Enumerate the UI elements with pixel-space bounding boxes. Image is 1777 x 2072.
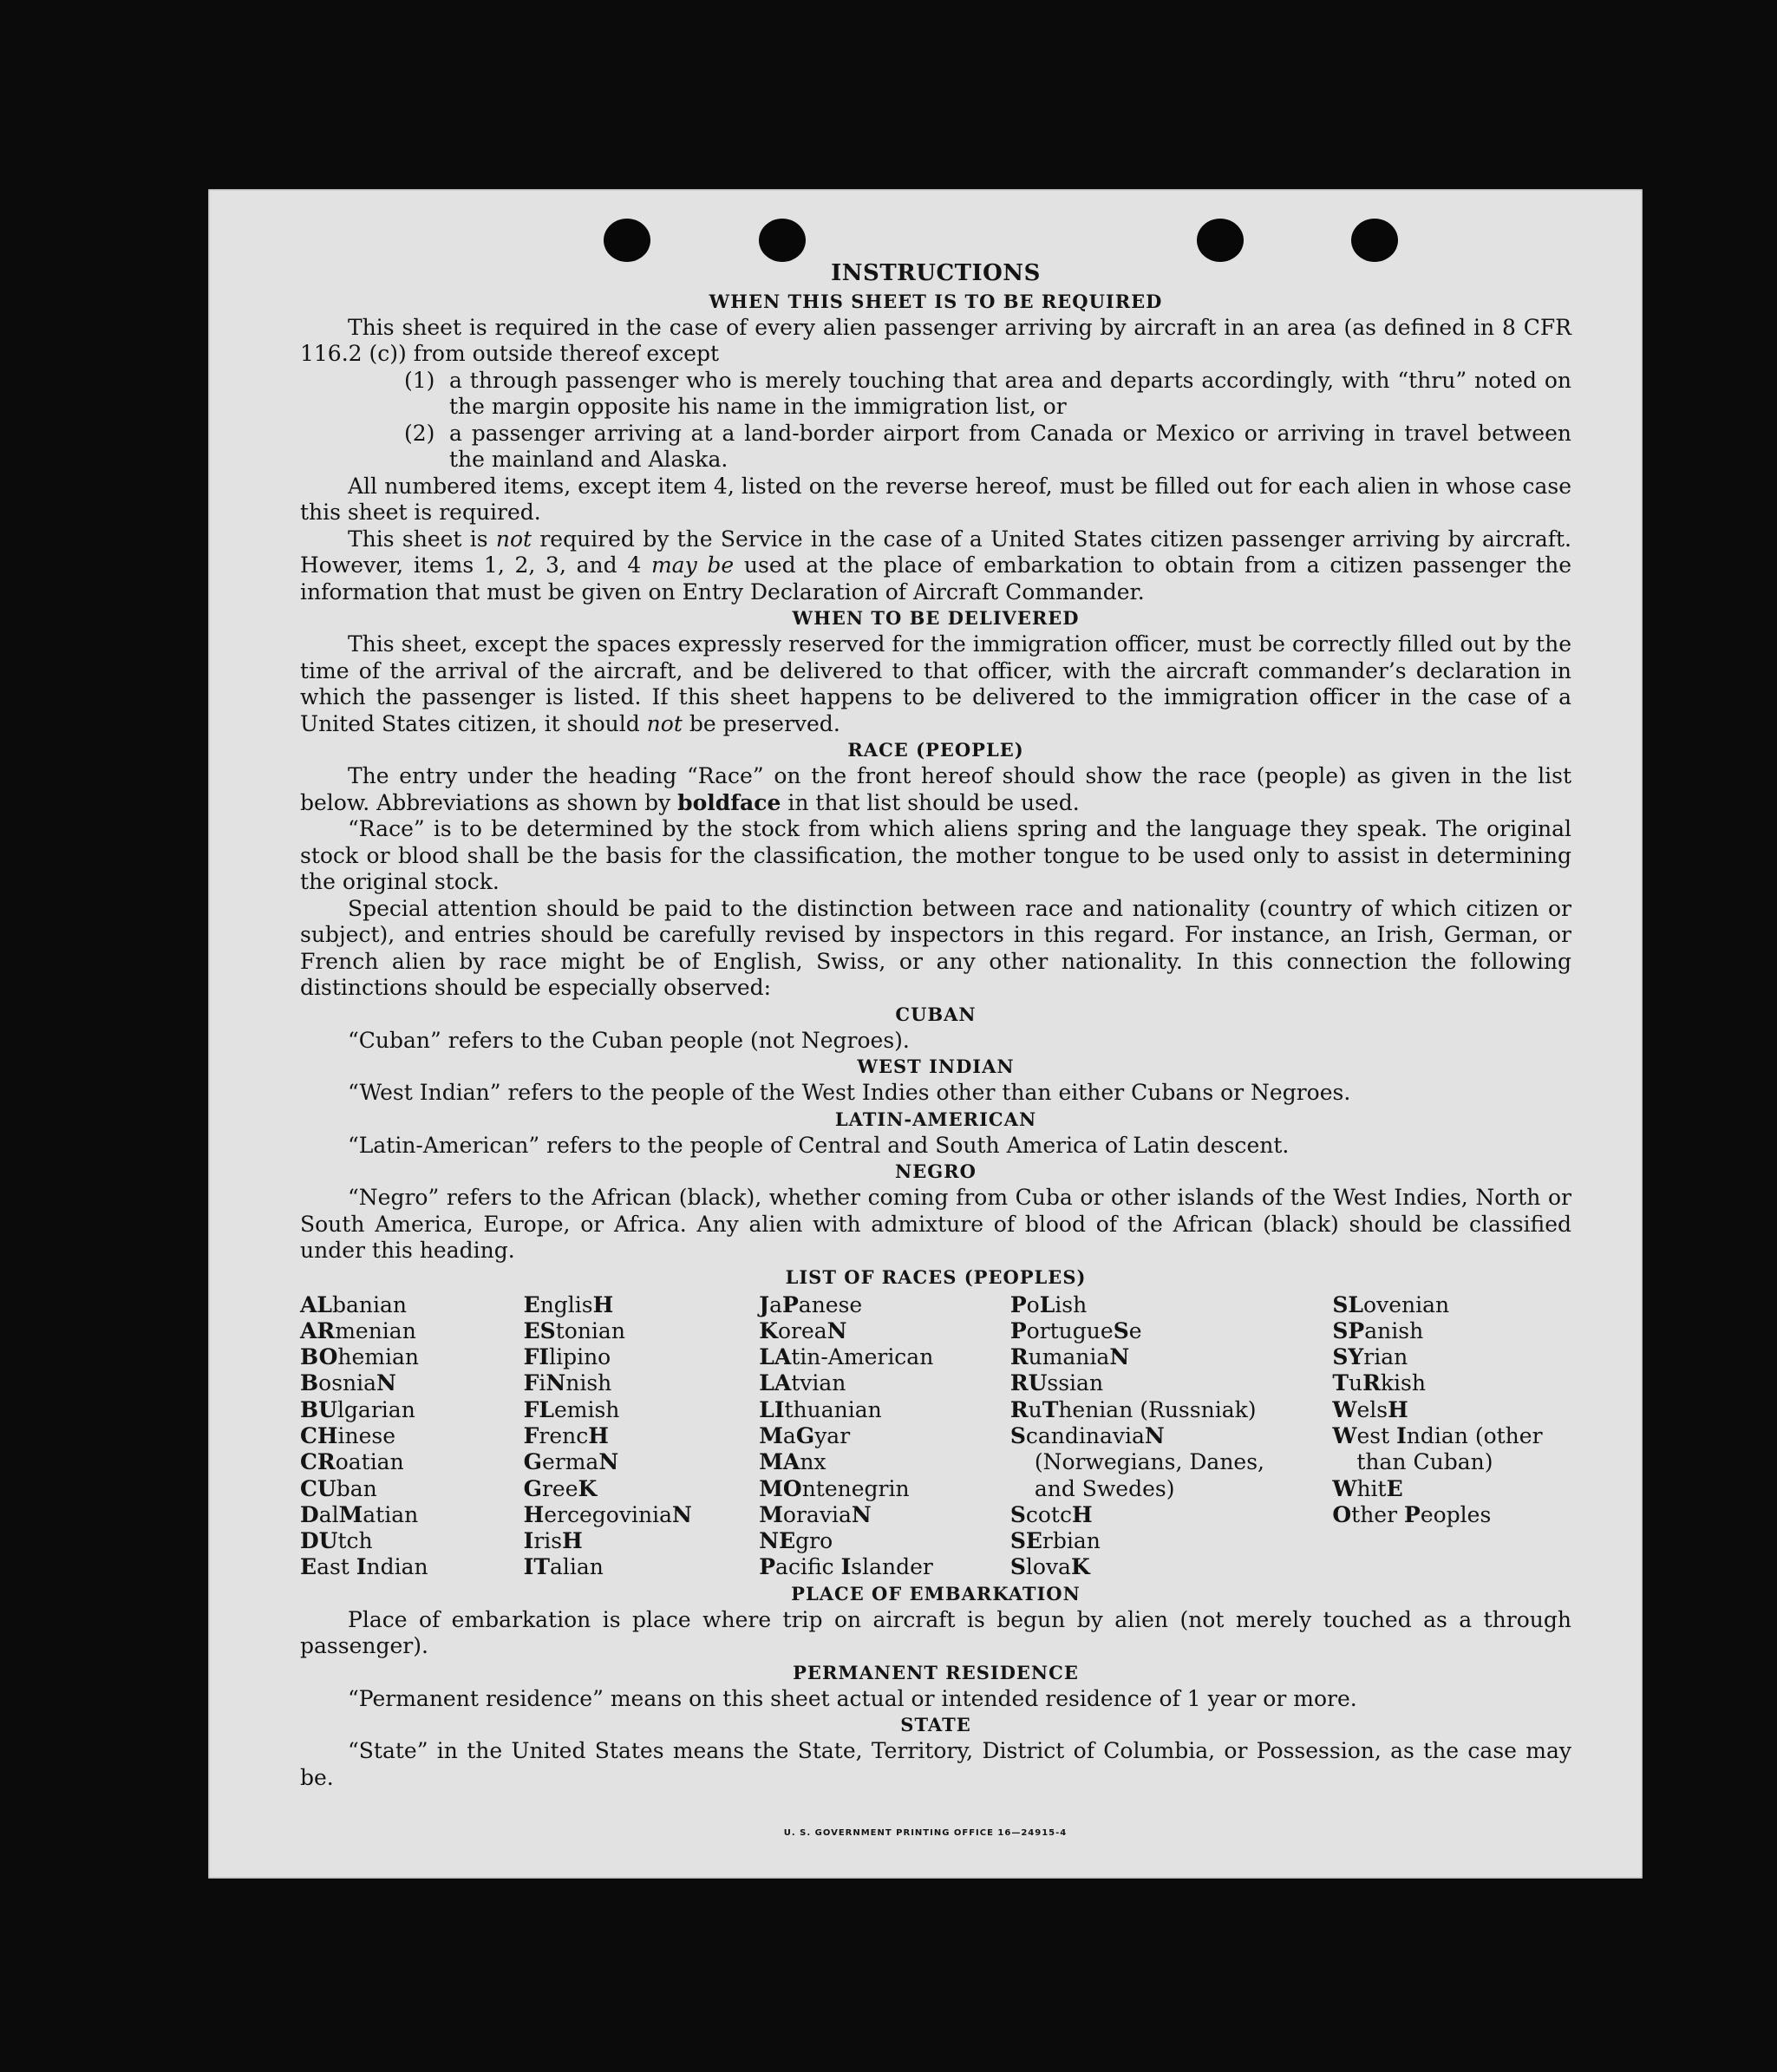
paragraph: “Latin-American” refers to the people of Central and South America of Latin descent. xyxy=(348,1132,1290,1158)
race-abbrev: BO xyxy=(300,1344,338,1370)
race-text: lipino xyxy=(549,1344,611,1370)
race-text: eoples xyxy=(1420,1501,1492,1527)
paragraph: “Cuban” refers to the Cuban people (not Negroes). xyxy=(348,1027,910,1053)
race-abbrev: K xyxy=(759,1317,778,1343)
race-abbrev: P xyxy=(1404,1501,1421,1527)
race-entry xyxy=(759,1397,1010,1423)
race-text: candinavia xyxy=(1025,1422,1145,1448)
race-entry xyxy=(524,1292,760,1318)
race-text: o xyxy=(1026,1291,1040,1317)
race-entry xyxy=(1332,1397,1571,1423)
paragraph: Special attention should be paid to the distinction between race and nationality (country of which citizen or subject), and entries should be carefully revised by inspectors in this regard. For instance, an Irish, German, or French alien by race might be of English, Swiss, or any other nationality. In this connection the following distinctions should be especially observed: xyxy=(300,895,1571,1000)
race-entry xyxy=(1010,1370,1272,1396)
section-heading: PERMANENT RESIDENCE xyxy=(793,1661,1079,1683)
paragraph: This sheet is required in the case of every alien passenger arriving by aircraft in an area (as defined in 8 CFR 116.2 (c)) from outside thereof except xyxy=(300,314,1571,366)
race-text: e xyxy=(1128,1317,1142,1343)
race-abbrev: MO xyxy=(759,1475,802,1501)
race-text: hemian xyxy=(337,1344,419,1370)
race-entry xyxy=(300,1449,524,1475)
race-abbrev: G xyxy=(523,1475,542,1501)
race-abbrev: N xyxy=(598,1449,619,1475)
bold-run: boldface xyxy=(677,789,781,815)
race-text: menian xyxy=(335,1317,416,1343)
race-entry xyxy=(524,1449,760,1475)
race-entry xyxy=(1010,1344,1272,1370)
race-text: a xyxy=(769,1291,782,1317)
race-text: u xyxy=(1028,1396,1042,1422)
race-abbrev: G xyxy=(523,1449,542,1475)
race-abbrev: O xyxy=(1332,1501,1352,1527)
race-abbrev: P xyxy=(1009,1291,1027,1317)
race-abbrev: CH xyxy=(300,1422,338,1448)
text-run: in that list should be used. xyxy=(781,789,1080,815)
race-abbrev: S xyxy=(1113,1317,1129,1343)
race-entry xyxy=(300,1344,524,1370)
race-abbrev: G xyxy=(795,1422,815,1448)
race-text: tin-American xyxy=(791,1344,934,1370)
race-text: osnia xyxy=(318,1370,377,1396)
race-text: ish xyxy=(1055,1291,1088,1317)
paragraph: All numbered items, except item 4, listed on the reverse hereof, must be filled out for each alien in whose case this sheet is required. xyxy=(300,473,1571,525)
race-entry xyxy=(759,1476,1010,1502)
race-text: ntenegrin xyxy=(801,1475,910,1501)
race-entry xyxy=(524,1370,760,1396)
item-text: a passenger arriving at a land-border airport from Canada or Mexico or arriving in travel between the mainland and Alaska. xyxy=(449,420,1571,472)
race-text: inese xyxy=(337,1422,396,1448)
race-text: banian xyxy=(331,1291,407,1317)
race-abbrev: BU xyxy=(300,1396,337,1422)
race-abbrev: W xyxy=(1332,1475,1357,1501)
race-abbrev: SE xyxy=(1009,1528,1042,1554)
section-heading: PLACE OF EMBARKATION xyxy=(791,1582,1081,1605)
race-entry xyxy=(300,1528,524,1554)
race-text: acific xyxy=(775,1554,841,1580)
race-abbrev: RU xyxy=(1009,1370,1048,1396)
punch-hole xyxy=(759,219,806,262)
paragraph: “Permanent residence” means on this sheet actual or intended residence of 1 year or more. xyxy=(348,1685,1357,1711)
race-text: anish xyxy=(1364,1317,1424,1343)
race-entry xyxy=(1332,1292,1571,1318)
race-entry xyxy=(300,1476,524,1502)
race-entry xyxy=(1010,1502,1272,1528)
race-abbrev: ES xyxy=(523,1317,556,1343)
race-text: nglis xyxy=(539,1291,593,1317)
race-abbrev: E xyxy=(523,1291,540,1317)
race-text: tonian xyxy=(555,1317,625,1343)
race-text: emish xyxy=(553,1396,620,1422)
race-abbrev: K xyxy=(1070,1554,1090,1580)
paragraph: “Race” is to be determined by the stock from which aliens spring and the language they speak. The original stock or blood shall be the basis for the classification, the mother tongue to be used only to assist in determining the original stock. xyxy=(300,816,1571,894)
race-entry xyxy=(300,1292,524,1318)
paragraph xyxy=(300,526,1571,606)
punch-hole xyxy=(1197,219,1244,262)
race-text: lgarian xyxy=(336,1396,415,1422)
section-heading: WEST INDIAN xyxy=(857,1056,1015,1077)
race-text: anese xyxy=(798,1291,863,1317)
race-column xyxy=(524,1292,760,1581)
race-text: est xyxy=(1356,1422,1397,1448)
race-abbrev: P xyxy=(781,1291,799,1317)
race-text: ree xyxy=(541,1475,578,1501)
race-text: ris xyxy=(533,1528,563,1554)
race-text: a xyxy=(782,1422,796,1448)
race-text: rian xyxy=(1363,1344,1408,1370)
race-entry xyxy=(1010,1397,1272,1423)
race-entry xyxy=(524,1318,760,1344)
section-heading: RACE (PEOPLE) xyxy=(847,739,1024,761)
race-abbrev: L xyxy=(1039,1291,1055,1317)
race-entry xyxy=(524,1528,760,1554)
race-text: yar xyxy=(814,1422,851,1448)
paragraph: “Negro” refers to the African (black), whether coming from Cuba or other islands of the West Indies, North or South America, Europe, or Africa. Any alien with admixture of blood of the African (black) should be classified under this heading. xyxy=(300,1185,1571,1263)
race-column xyxy=(1010,1292,1272,1581)
paragraph xyxy=(300,763,1571,816)
race-abbrev: I xyxy=(523,1528,534,1554)
race-text: erma xyxy=(541,1449,599,1475)
race-list xyxy=(300,1292,1571,1581)
race-entry xyxy=(759,1344,1010,1370)
race-abbrev: N xyxy=(1144,1422,1165,1448)
race-text: els xyxy=(1356,1396,1388,1422)
race-abbrev: N xyxy=(376,1370,396,1396)
race-abbrev: I xyxy=(356,1554,367,1580)
race-entry xyxy=(1332,1502,1571,1528)
race-entry xyxy=(1010,1423,1272,1502)
race-abbrev: AR xyxy=(300,1317,336,1343)
race-text: tch xyxy=(337,1528,373,1554)
race-text: slander xyxy=(851,1554,933,1580)
race-text: nish xyxy=(565,1370,612,1396)
race-abbrev: J xyxy=(759,1291,770,1317)
race-text: ortugue xyxy=(1026,1317,1114,1343)
race-abbrev: T xyxy=(1042,1396,1059,1422)
race-abbrev: MA xyxy=(759,1449,800,1475)
race-entry xyxy=(300,1397,524,1423)
race-entry xyxy=(524,1423,760,1449)
race-abbrev: I xyxy=(840,1554,852,1580)
race-abbrev: P xyxy=(1009,1317,1027,1343)
race-abbrev: R xyxy=(1362,1370,1381,1396)
race-text: ndian (other than Cuban) xyxy=(1356,1422,1543,1475)
race-abbrev: N xyxy=(851,1501,872,1527)
race-abbrev: B xyxy=(300,1370,319,1396)
race-entry xyxy=(524,1344,760,1370)
race-abbrev: M xyxy=(338,1501,363,1527)
race-entry xyxy=(1332,1370,1571,1396)
race-abbrev: N xyxy=(826,1317,847,1343)
race-entry xyxy=(300,1423,524,1449)
race-abbrev: CR xyxy=(300,1449,336,1475)
list-item xyxy=(300,421,1571,474)
race-text: umania xyxy=(1028,1344,1110,1370)
race-abbrev: LA xyxy=(759,1344,792,1370)
race-text: alian xyxy=(549,1554,604,1580)
race-abbrev: E xyxy=(1386,1475,1403,1501)
race-text: orea xyxy=(777,1317,827,1343)
race-abbrev: S xyxy=(1009,1501,1026,1527)
race-abbrev: SY xyxy=(1332,1344,1364,1370)
race-abbrev: H xyxy=(1071,1501,1093,1527)
race-text: cotc xyxy=(1025,1501,1072,1527)
printing-office-footer: U. S. GOVERNMENT PRINTING OFFICE 16—24915-4 xyxy=(783,1828,1068,1838)
section-heading: CUBAN xyxy=(895,1003,977,1025)
italic-run: may be xyxy=(650,552,735,578)
race-text: renc xyxy=(539,1422,589,1448)
race-abbrev: P xyxy=(759,1554,776,1580)
race-text: ast xyxy=(317,1554,356,1580)
race-entry xyxy=(759,1528,1010,1554)
section-heading: WHEN THIS SHEET IS TO BE REQUIRED xyxy=(709,290,1163,312)
race-entry xyxy=(759,1292,1010,1318)
race-abbrev: F xyxy=(523,1370,539,1396)
section-heading: LIST OF RACES (PEOPLES) xyxy=(785,1265,1087,1288)
race-text: thuanian xyxy=(784,1396,882,1422)
race-text: rbian xyxy=(1042,1528,1101,1554)
text-run: This sheet is xyxy=(348,526,496,552)
text-run: be preserved. xyxy=(682,710,840,736)
race-entry xyxy=(759,1423,1010,1449)
race-abbrev: M xyxy=(759,1422,783,1448)
instructions-body xyxy=(300,260,1571,1791)
punch-hole xyxy=(604,219,650,262)
race-abbrev: N xyxy=(546,1370,566,1396)
page-title: INSTRUCTIONS xyxy=(831,260,1041,286)
race-abbrev: H xyxy=(588,1422,609,1448)
race-text: ovenian xyxy=(1363,1291,1450,1317)
race-text: henian (Russniak) xyxy=(1058,1396,1257,1422)
race-abbrev: H xyxy=(592,1291,614,1317)
race-column xyxy=(300,1292,524,1581)
race-abbrev: D xyxy=(300,1501,319,1527)
race-abbrev: R xyxy=(1009,1396,1029,1422)
race-entry xyxy=(1010,1528,1272,1554)
instruction-sheet xyxy=(208,189,1643,1879)
race-column xyxy=(1271,1292,1571,1581)
punch-hole xyxy=(1351,219,1398,262)
race-abbrev: E xyxy=(300,1554,317,1580)
race-entry xyxy=(1332,1423,1571,1476)
race-text: ther xyxy=(1351,1501,1404,1527)
race-abbrev: CU xyxy=(300,1475,336,1501)
race-entry xyxy=(300,1370,524,1396)
paragraph xyxy=(300,631,1571,737)
race-abbrev: FL xyxy=(523,1396,554,1422)
race-abbrev: I xyxy=(1396,1422,1407,1448)
race-text: tvian xyxy=(791,1370,846,1396)
text-run: The entry under the heading “Race” on the front hereof should show the race (people) as given in the list below. Abbreviations as shown by xyxy=(300,763,1571,815)
race-entry xyxy=(1010,1318,1272,1344)
race-column xyxy=(759,1292,1010,1581)
list-item xyxy=(300,368,1571,421)
race-text: gro xyxy=(795,1528,833,1554)
race-abbrev: N xyxy=(1109,1344,1130,1370)
race-abbrev: W xyxy=(1332,1422,1357,1448)
race-entry xyxy=(759,1502,1010,1528)
item-text: a through passenger who is merely touching that area and departs accordingly, with “thru” noted on the margin opposite his name in the immigration list, or xyxy=(449,367,1571,419)
race-abbrev: LI xyxy=(759,1396,785,1422)
race-entry xyxy=(1332,1476,1571,1502)
section-heading: LATIN-AMERICAN xyxy=(834,1108,1037,1130)
race-entry xyxy=(1332,1318,1571,1344)
race-abbrev: H xyxy=(523,1501,545,1527)
section-heading: NEGRO xyxy=(895,1160,977,1182)
race-entry xyxy=(759,1554,1010,1580)
race-abbrev: S xyxy=(1009,1422,1026,1448)
race-text: oatian xyxy=(335,1449,404,1475)
race-abbrev: N xyxy=(671,1501,692,1527)
race-text: ban xyxy=(336,1475,377,1501)
race-text: hit xyxy=(1356,1475,1387,1501)
race-text: u xyxy=(1348,1370,1363,1396)
race-abbrev: SL xyxy=(1332,1291,1364,1317)
race-entry xyxy=(759,1449,1010,1475)
section-heading: WHEN TO BE DELIVERED xyxy=(792,607,1080,629)
race-entry xyxy=(1332,1344,1571,1370)
item-number: (2) xyxy=(404,420,435,446)
race-abbrev: S xyxy=(1009,1554,1026,1580)
race-abbrev: SP xyxy=(1332,1317,1365,1343)
race-entry xyxy=(300,1502,524,1528)
item-number: (1) xyxy=(404,367,435,393)
paragraph: Place of embarkation is place where trip on aircraft is begun by alien (not merely touched as a through passenger). xyxy=(300,1606,1571,1659)
race-abbrev: W xyxy=(1332,1396,1357,1422)
race-text: ercegovinia xyxy=(544,1501,672,1527)
race-abbrev: NE xyxy=(759,1528,796,1554)
race-abbrev: AL xyxy=(300,1291,332,1317)
paragraph: “State” in the United States means the State, Territory, District of Columbia, or Possession, as the case may be. xyxy=(300,1738,1571,1790)
race-text: (Norwegians, Danes, and Swedes) xyxy=(1034,1449,1264,1501)
race-text: i xyxy=(539,1370,546,1396)
race-text: ssian xyxy=(1047,1370,1104,1396)
race-abbrev: M xyxy=(759,1501,783,1527)
section-heading: STATE xyxy=(900,1714,971,1736)
race-entry xyxy=(759,1318,1010,1344)
race-text: ndian xyxy=(366,1554,428,1580)
race-text: oravia xyxy=(782,1501,852,1527)
race-abbrev: H xyxy=(562,1528,583,1554)
text-run: used at the place of embarkation to obtain from a citizen passenger the information that must be given on Entry Declaration of Aircraft Commander. xyxy=(300,552,1572,605)
race-text: nx xyxy=(800,1449,826,1475)
text-run: required by the Service in the case of a United States citizen passenger arriving by aircraft. However, items 1, 2, 3, and 4 xyxy=(300,526,1571,578)
race-abbrev: H xyxy=(1388,1396,1408,1422)
race-entry xyxy=(300,1318,524,1344)
italic-run: not xyxy=(495,526,532,552)
race-entry xyxy=(524,1476,760,1502)
race-abbrev: LA xyxy=(759,1370,792,1396)
race-text: lova xyxy=(1025,1554,1071,1580)
race-entry xyxy=(759,1370,1010,1396)
race-abbrev: IT xyxy=(523,1554,550,1580)
text-run: This sheet, except the spaces expressly reserved for the immigration officer, must be correctly filled out by the time of the arrival of the aircraft, and be delivered to that officer, with the aircraft commander’s declaration in which the passenger is listed. If this sheet happens to be delivered to the immigration officer in the case of a United States citizen, it should xyxy=(300,631,1571,736)
race-abbrev: DU xyxy=(300,1528,338,1554)
race-abbrev: T xyxy=(1332,1370,1349,1396)
race-entry xyxy=(300,1554,524,1580)
race-entry xyxy=(524,1554,760,1580)
race-text: al xyxy=(318,1501,339,1527)
race-entry xyxy=(524,1502,760,1528)
race-text: kish xyxy=(1380,1370,1426,1396)
race-abbrev: R xyxy=(1009,1344,1029,1370)
race-entry xyxy=(1010,1292,1272,1318)
race-entry xyxy=(1010,1554,1272,1580)
race-abbrev: F xyxy=(523,1422,539,1448)
race-text: atian xyxy=(363,1501,419,1527)
race-abbrev: FI xyxy=(523,1344,550,1370)
race-abbrev: K xyxy=(578,1475,598,1501)
paragraph: “West Indian” refers to the people of the West Indies other than either Cubans or Negroes. xyxy=(348,1080,1351,1105)
race-entry xyxy=(524,1397,760,1423)
italic-run: not xyxy=(646,710,683,736)
